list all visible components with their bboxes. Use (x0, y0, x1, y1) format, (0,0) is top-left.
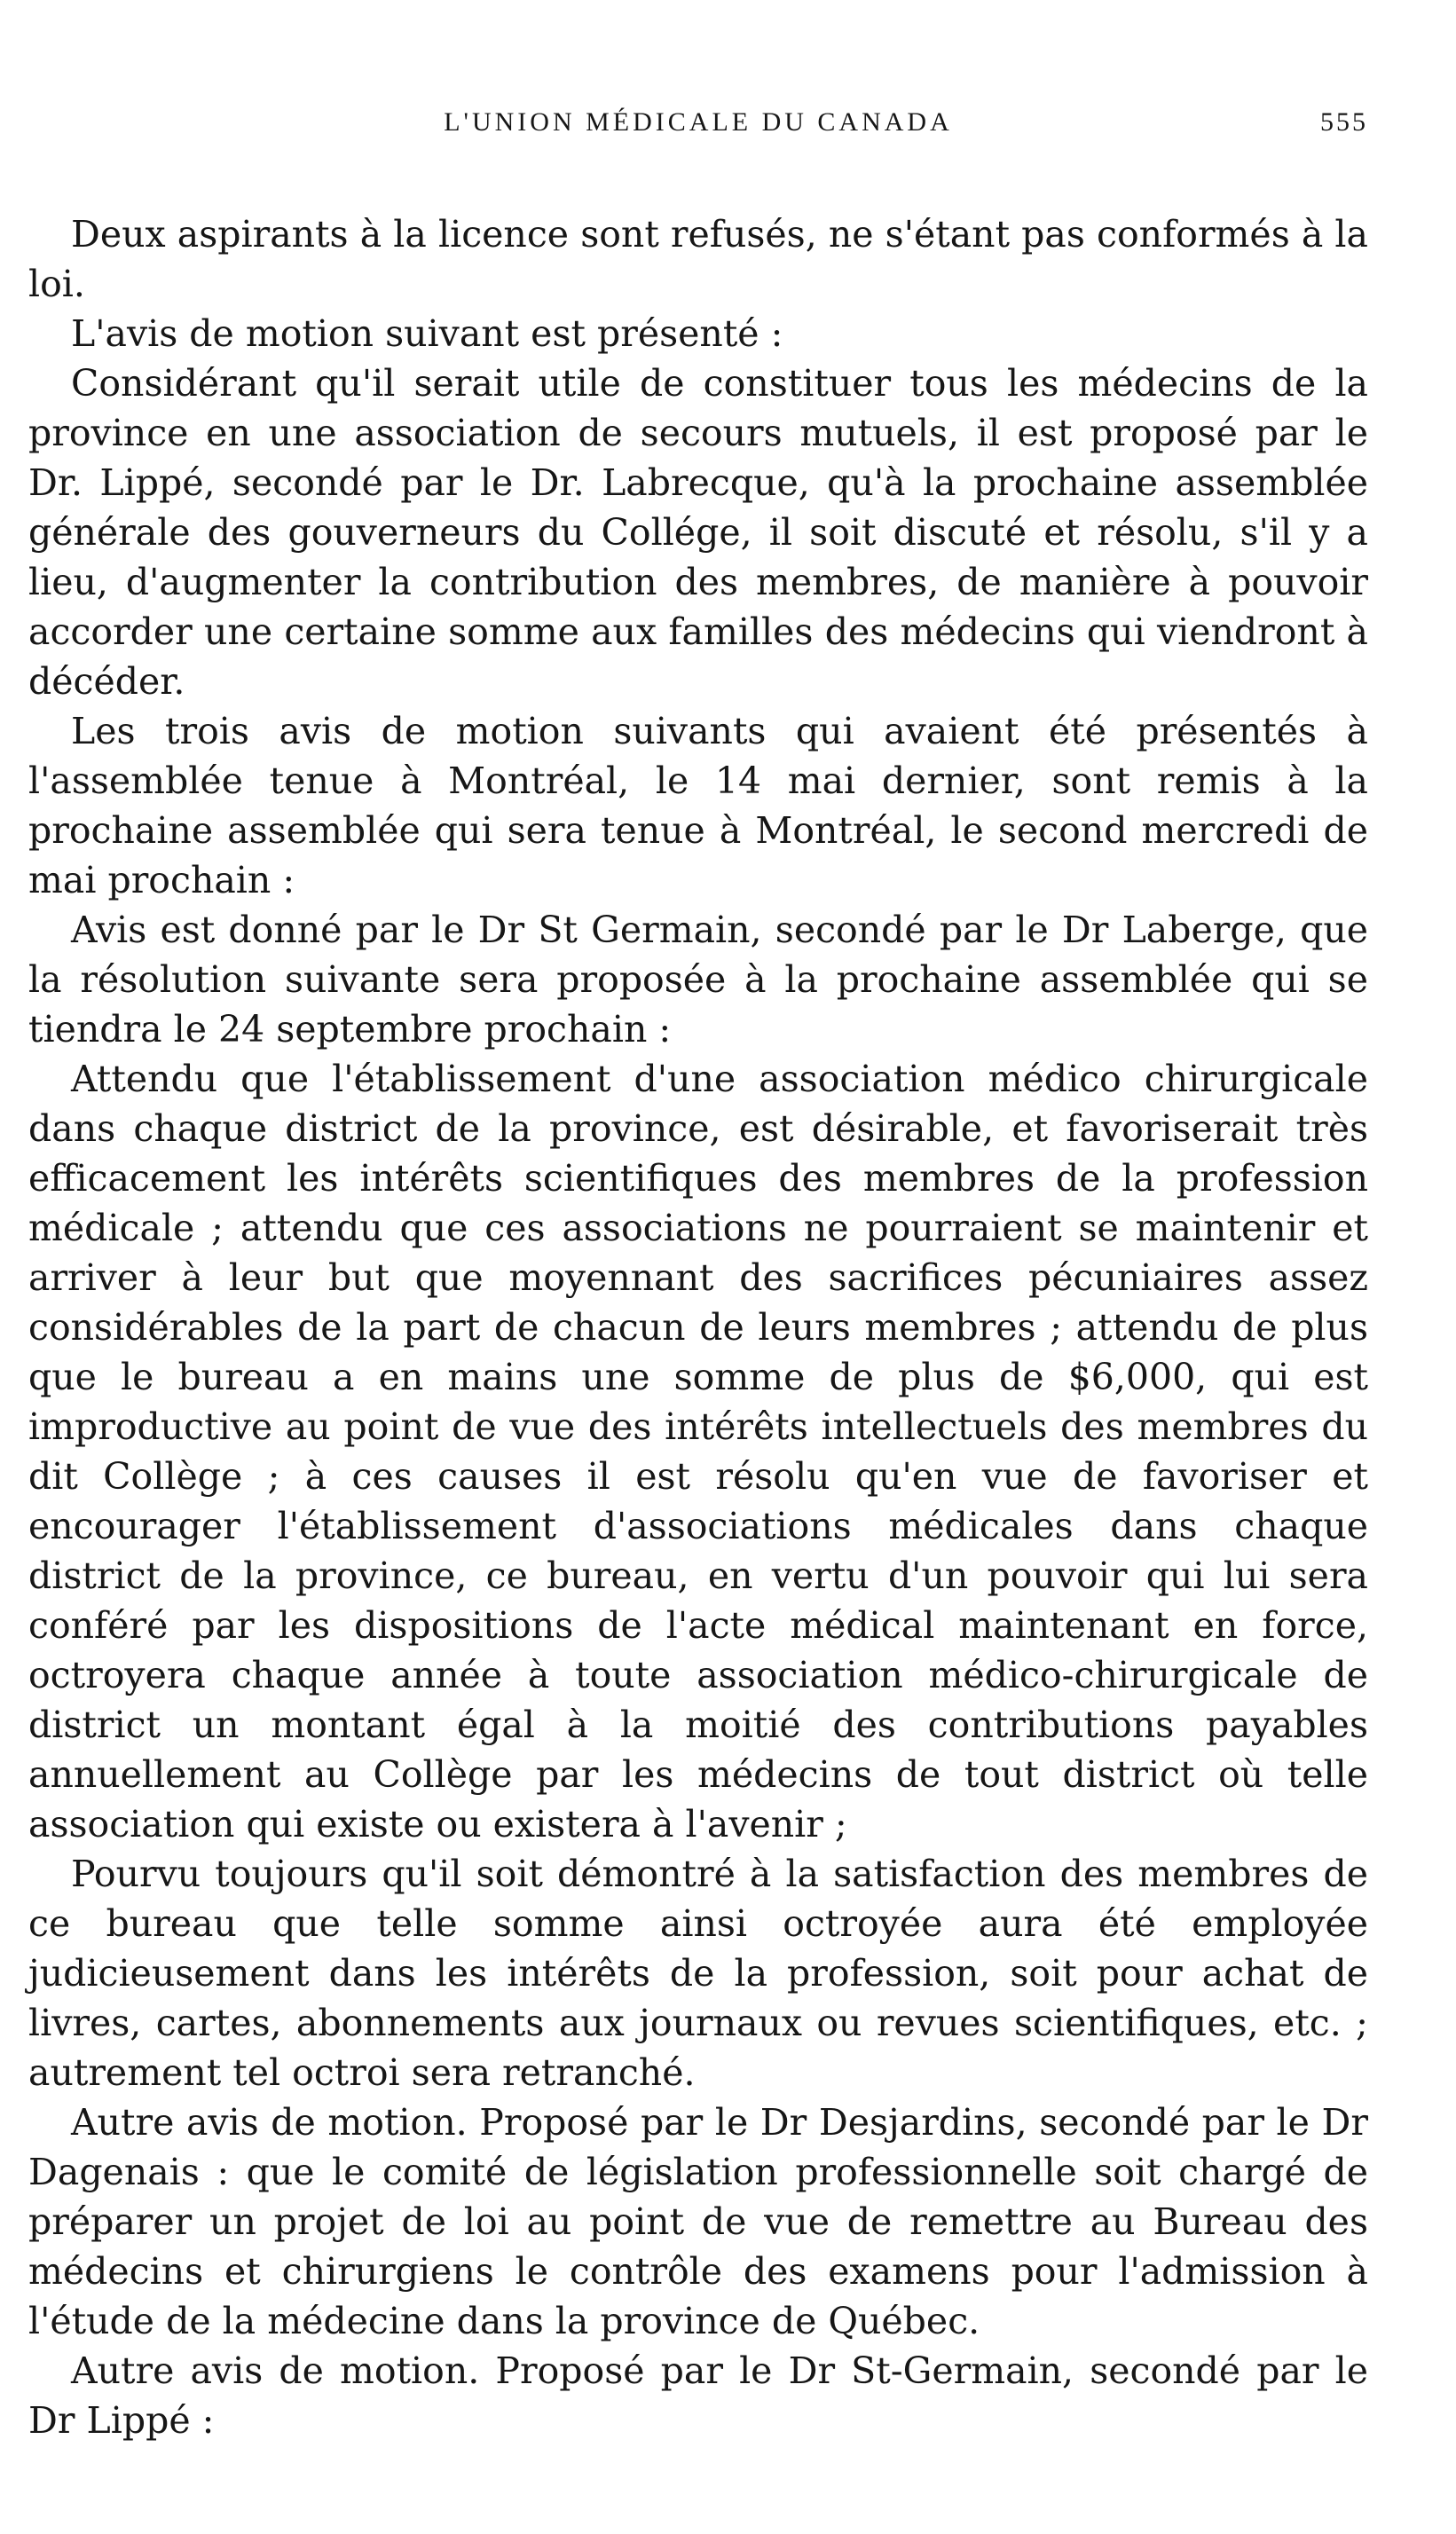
running-title: L'UNION MÉDICALE DU CANADA (444, 107, 953, 137)
page-number: 555 (1320, 107, 1368, 137)
paragraph-motion-intro: L'avis de motion suivant est présenté : (71, 312, 783, 355)
paragraph-mutual-aid-motion: Considérant qu'il serait utile de constituer tous les médecins de la province en une association de secours mutuels, il est proposé par le Dr. Lippé, secondé par le Dr. Labrecque, qu'à la prochaine assemblée générale des gouverneurs du Collége, il soit discuté et résolu, s'il y a lieu, d'augmenter la contribution des membres, de manière à pouvoir accorder une certaine somme aux familles des médecins qui viendront à décéder. (28, 362, 1368, 703)
paragraph-three-motions: Les trois avis de motion suivants qui avaient été présentés à l'assemblée tenue à Montréal, le 14 mai dernier, sont remis à la prochaine assemblée qui sera tenue à Montréal, le second mercredi de mai prochain : (28, 710, 1368, 901)
paragraph-st-germain-motion: Autre avis de motion. Proposé par le Dr St-Germain, secondé par le Dr Lippé : (28, 2349, 1368, 2442)
page-header (28, 98, 1368, 147)
document-page (28, 98, 1368, 2445)
body-text (28, 209, 1368, 2445)
paragraph-refused-applicants: Deux aspirants à la licence sont refusés, ne s'étant pas conformés à la loi. (28, 213, 1368, 305)
paragraph-whereas: Attendu que l'établissement d'une association médico chirurgicale dans chaque district de la province, est désirable, et favoriserait très efficacement les intérêts scientifiques des membres de la profession médicale ; attendu que ces associations ne pourraient se maintenir et arriver à leur but que moyennant des sacrifices pécuniaires assez considérables de la part de chacun de leurs membres ; attendu de plus que le bureau a en mains une somme de plus de $6,000, qui est improductive au point de vue des intérêts intellectuels des membres du dit Collège ; à ces causes il est résolu qu'en vue de favoriser et encourager l'établissement d'associations médicales dans chaque district de la province, ce bureau, en vertu d'un pouvoir qui lui sera conféré par les dispositions de l'acte médical maintenant en force, octroyera chaque année à toute association médico-chirurgicale de district un montant égal à la moitié des contributions payables annuellement au Collège par les médecins de tout district où telle association qui existe ou existera à l'avenir ; (28, 1058, 1368, 1845)
paragraph-notice-st-germain: Avis est donné par le Dr St Germain, secondé par le Dr Laberge, que la résolution suivante sera proposée à la prochaine assemblée qui se tiendra le 24 septembre prochain : (28, 909, 1368, 1051)
paragraph-provided-always: Pourvu toujours qu'il soit démontré à la satisfaction des membres de ce bureau que telle somme ainsi octroyée aura été employée judicieusement dans les intérêts de la profession, soit pour achat de livres, cartes, abonnements aux journaux ou revues scientifiques, etc. ; autrement tel octroi sera retranché. (28, 1853, 1368, 2094)
paragraph-desjardins-motion: Autre avis de motion. Proposé par le Dr Desjardins, secondé par le Dr Dagenais : que le comité de législation professionnelle soit chargé de préparer un projet de loi au point de vue de remettre au Bureau des médecins et chirurgiens le contrôle des examens pour l'admission à l'étude de la médecine dans la province de Québec. (28, 2101, 1368, 2342)
